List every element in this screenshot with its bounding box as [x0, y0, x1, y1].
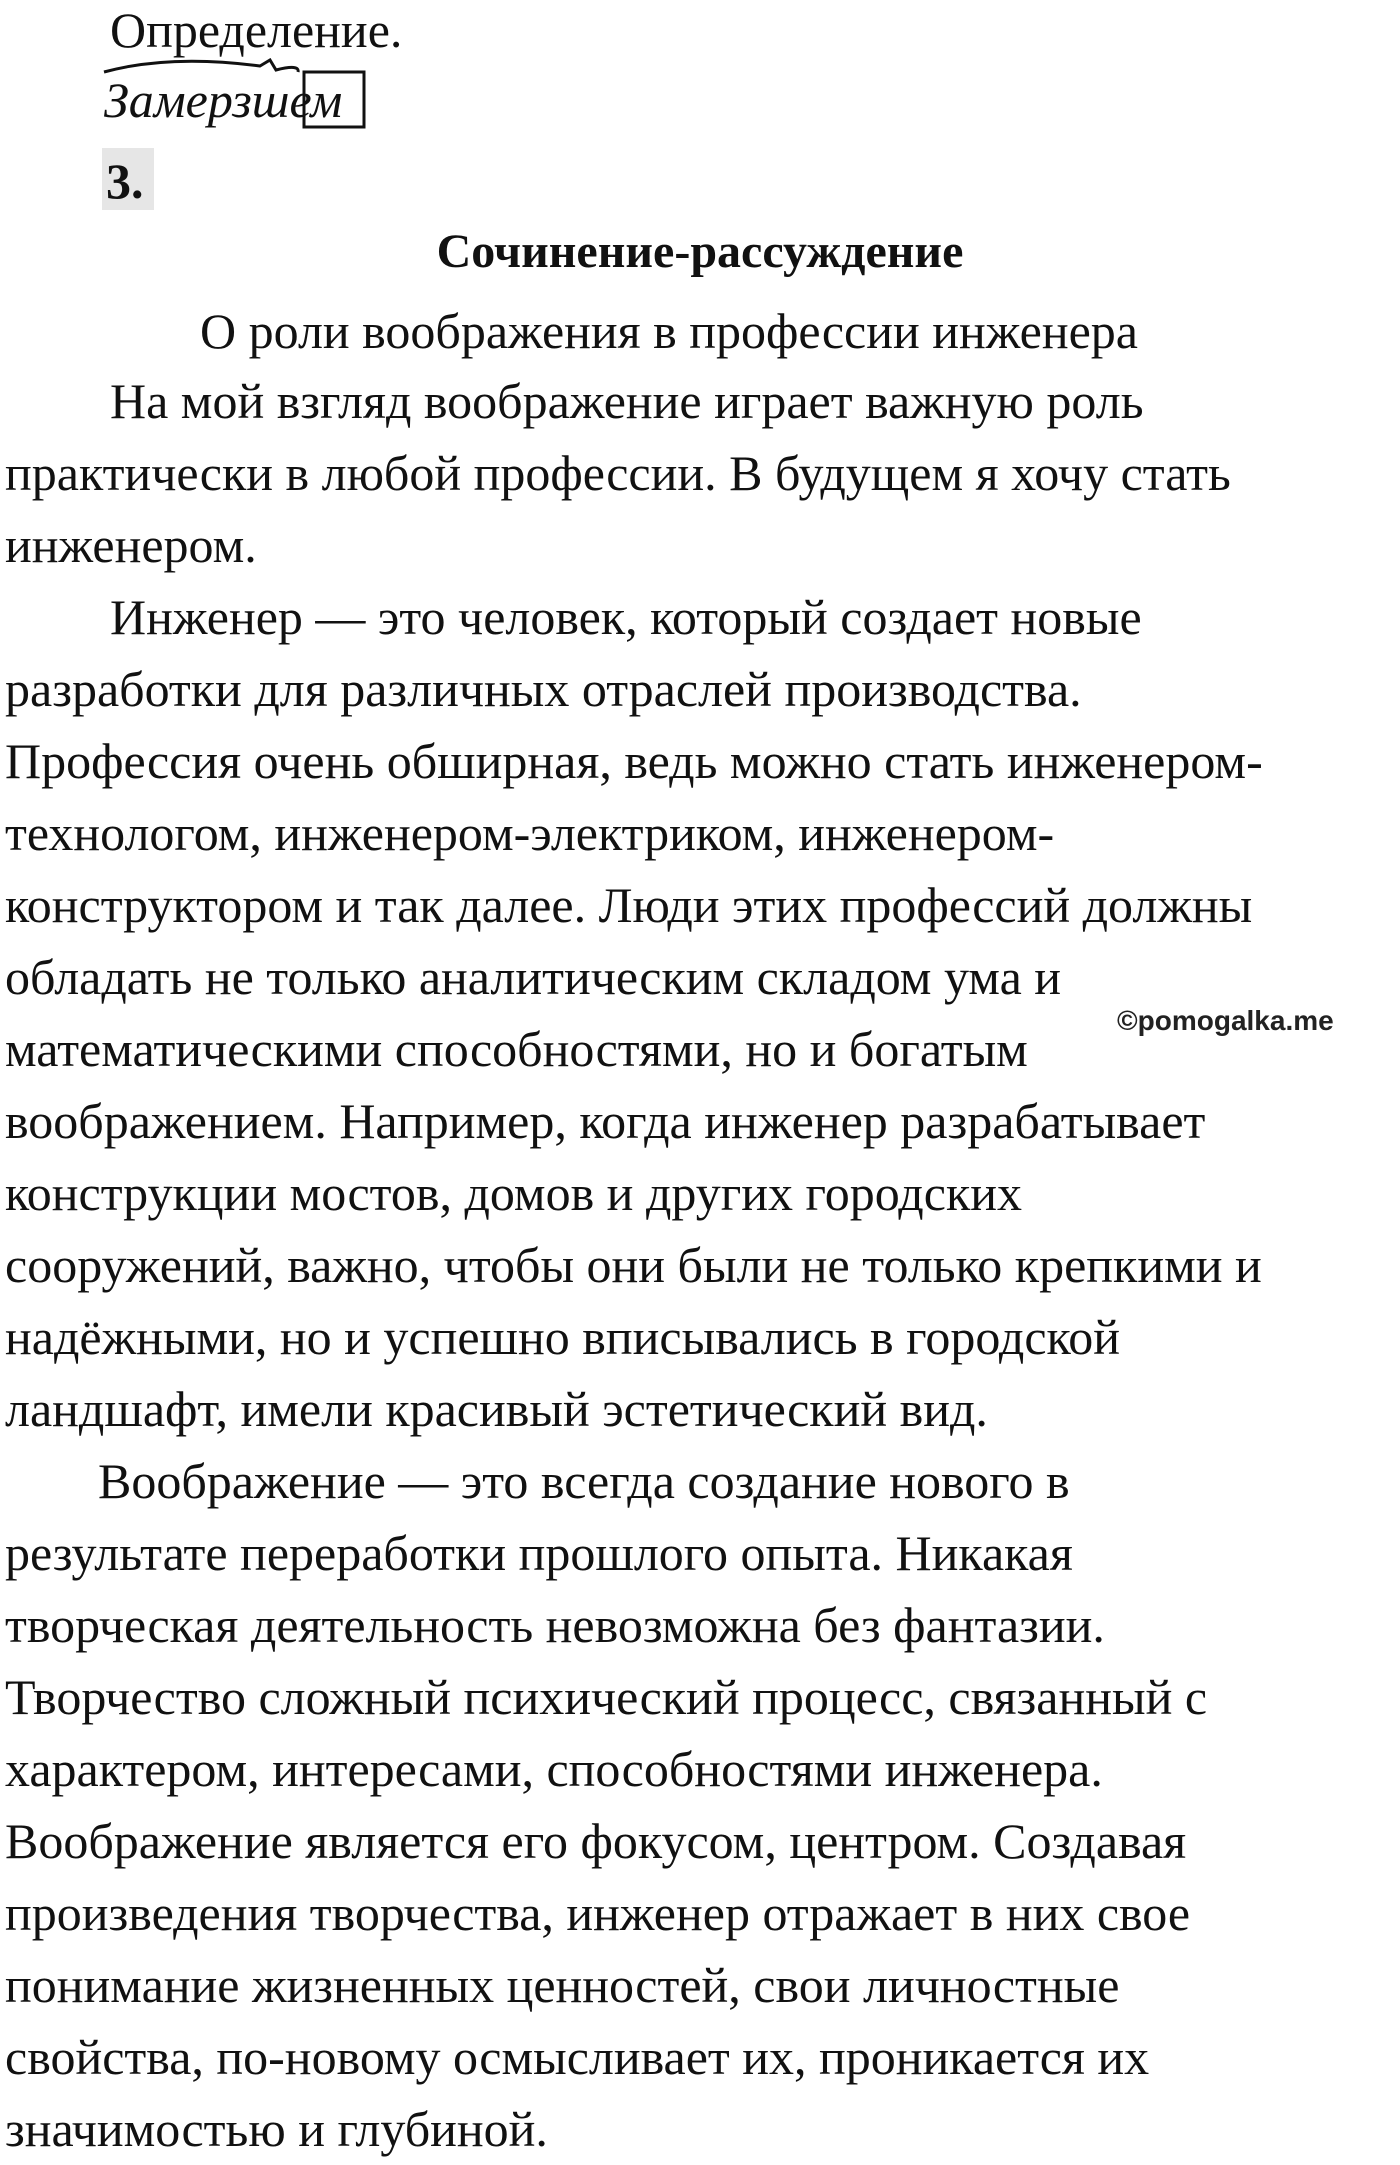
morpheme-stem: Замерзш [104, 72, 290, 128]
essay-line: конструкции мостов, домов и других городских [5, 1165, 1022, 1221]
essay-line: воображением. Например, когда инженер разрабатывает [5, 1093, 1206, 1149]
essay-line: Инженер — это человек, который создает новые [110, 589, 1142, 645]
task-number-text: 3. [106, 153, 144, 209]
essay-line: Воображение является его фокусом, центром. Создавая [5, 1813, 1187, 1869]
morpheme-ending: ем [289, 72, 343, 128]
essay-title: Сочинение-рассуждение [436, 225, 964, 278]
essay-line: Профессия очень обширная, ведь можно стать инженером- [5, 733, 1263, 789]
morpheme-analysis [100, 58, 370, 138]
essay-line: понимание жизненных ценностей, свои личностные [5, 1957, 1120, 2013]
essay-line: сооружений, важно, чтобы они были не только крепкими и [5, 1237, 1262, 1293]
essay-line: конструктором и так далее. Люди этих профессий должны [5, 877, 1253, 933]
essay-line: свойства, по-новому осмысливает их, проникается их [5, 2029, 1150, 2085]
essay-topic: О роли воображения в профессии инженера [200, 303, 1138, 359]
essay-line: произведения творчества, инженер отражает в них свое [5, 1885, 1191, 1941]
morpheme-word [104, 70, 342, 130]
essay-line: характером, интересами, способностями инженера. [5, 1741, 1103, 1797]
essay-line: математическими способностями, но и богатым [5, 1021, 1028, 1077]
essay-line: технологом, инженером-электриком, инженером- [5, 805, 1055, 861]
watermark: ©pomogalka.me [1117, 1005, 1334, 1036]
essay-line: ландшафт, имели красивый эстетический вид. [5, 1381, 988, 1437]
essay-line: результате переработки прошлого опыта. Никакая [5, 1525, 1073, 1581]
essay-line: значимостью и глубиной. [5, 2101, 548, 2157]
definition-label: Определение. [110, 2, 403, 58]
essay-line: творческая деятельность невозможна без фантазии. [5, 1597, 1105, 1653]
task-number [102, 148, 154, 210]
essay-line: надёжными, но и успешно вписывались в городской [5, 1309, 1121, 1365]
essay-line: практически в любой профессии. В будущем я хочу стать [5, 445, 1231, 501]
essay-line: инженером. [5, 517, 257, 573]
essay-line: Творчество сложный психический процесс, связанный с [5, 1669, 1208, 1725]
essay-line: обладать не только аналитическим складом ума и [5, 949, 1062, 1005]
essay-line: На мой взгляд воображение играет важную роль [110, 373, 1144, 429]
essay-line: разработки для различных отраслей производства. [5, 661, 1082, 717]
essay-line: Воображение — это всегда создание нового в [98, 1453, 1070, 1509]
